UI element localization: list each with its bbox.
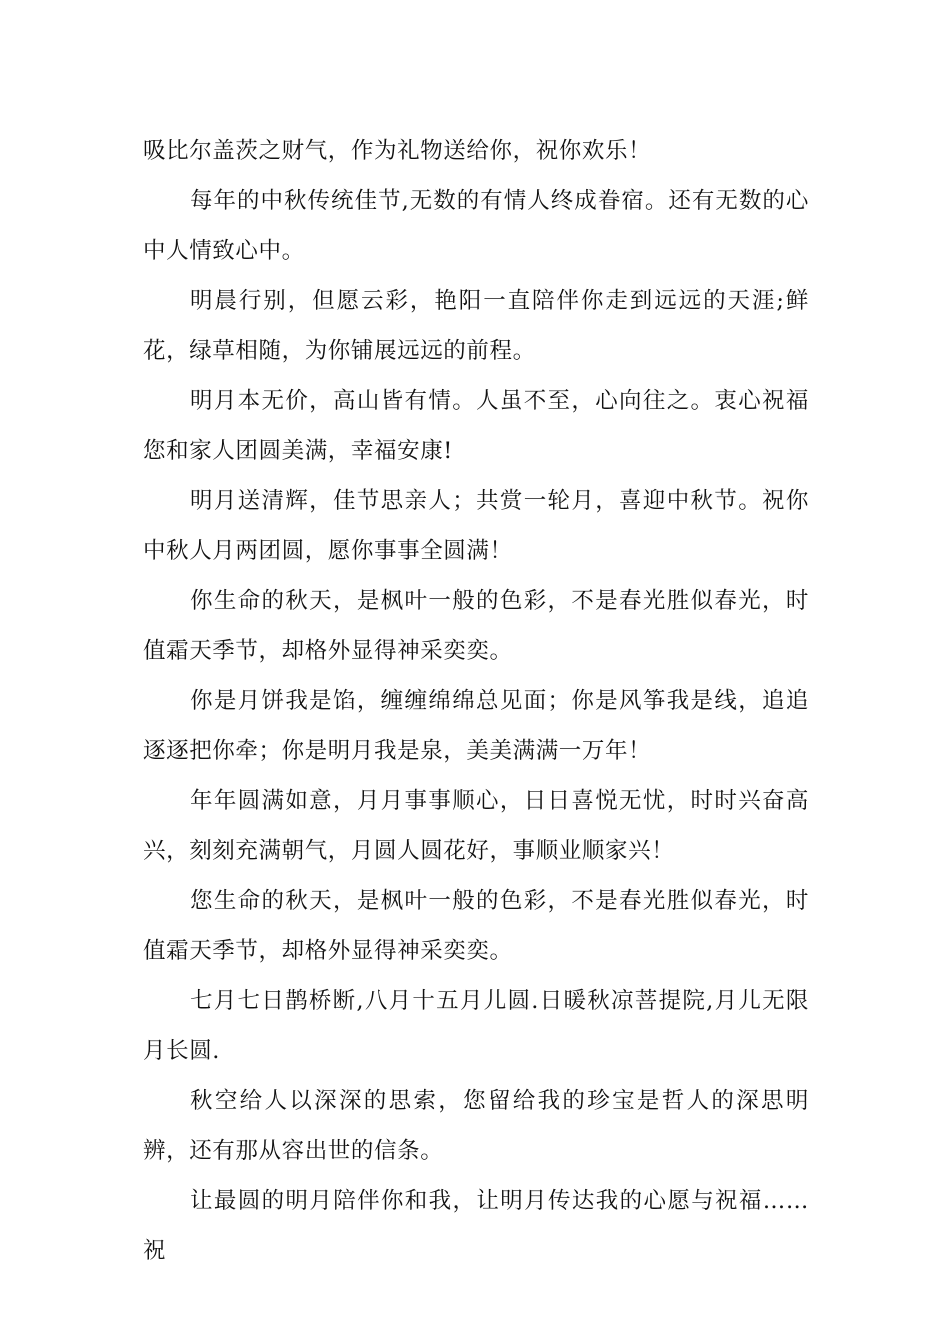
paragraph-5: 明月送清辉，佳节思亲人；共赏一轮月，喜迎中秋节。祝你中秋人月两团圆，愿你事事全圆满！ — [143, 488, 809, 564]
paragraph-11: 秋空给人以深深的思索，您留给我的珍宝是哲人的深思明辨，还有那从容出世的信条。 — [143, 1088, 809, 1164]
paragraph-4: 明月本无价，高山皆有情。人虽不至，心向往之。衷心祝福您和家人团圆美满，幸福安康! — [143, 388, 809, 464]
document-body — [143, 126, 809, 1276]
paragraph-9: 您生命的秋天，是枫叶一般的色彩，不是春光胜似春光，时值霜天季节，却格外显得神采奕奕。 — [143, 888, 809, 964]
paragraph-6: 你生命的秋天，是枫叶一般的色彩，不是春光胜似春光，时值霜天季节，却格外显得神采奕奕。 — [143, 588, 809, 664]
paragraph-1: 吸比尔盖茨之财气，作为礼物送给你，祝你欢乐！ — [143, 138, 652, 164]
paragraph-2: 每年的中秋传统佳节,无数的有情人终成眷宿。还有无数的心中人情致心中。 — [143, 188, 809, 264]
paragraph-12: 让最圆的明月陪伴你和我，让明月传达我的心愿与祝福……祝 — [143, 1188, 809, 1264]
paragraph-8: 年年圆满如意，月月事事顺心，日日喜悦无忧，时时兴奋高兴，刻刻充满朝气，月圆人圆花好，事顺业顺家兴！ — [143, 788, 809, 864]
paragraph-10: 七月七日鹊桥断,八月十五月儿圆.日暖秋凉菩提院,月儿无限月长圆. — [143, 988, 809, 1064]
paragraph-7: 你是月饼我是馅，缠缠绵绵总见面；你是风筝我是线，追追逐逐把你牵；你是明月我是泉，美美满满一万年！ — [143, 688, 809, 764]
paragraph-3: 明晨行别，但愿云彩，艳阳一直陪伴你走到远远的天涯;鲜花，绿草相随，为你铺展远远的前程。 — [143, 288, 809, 364]
